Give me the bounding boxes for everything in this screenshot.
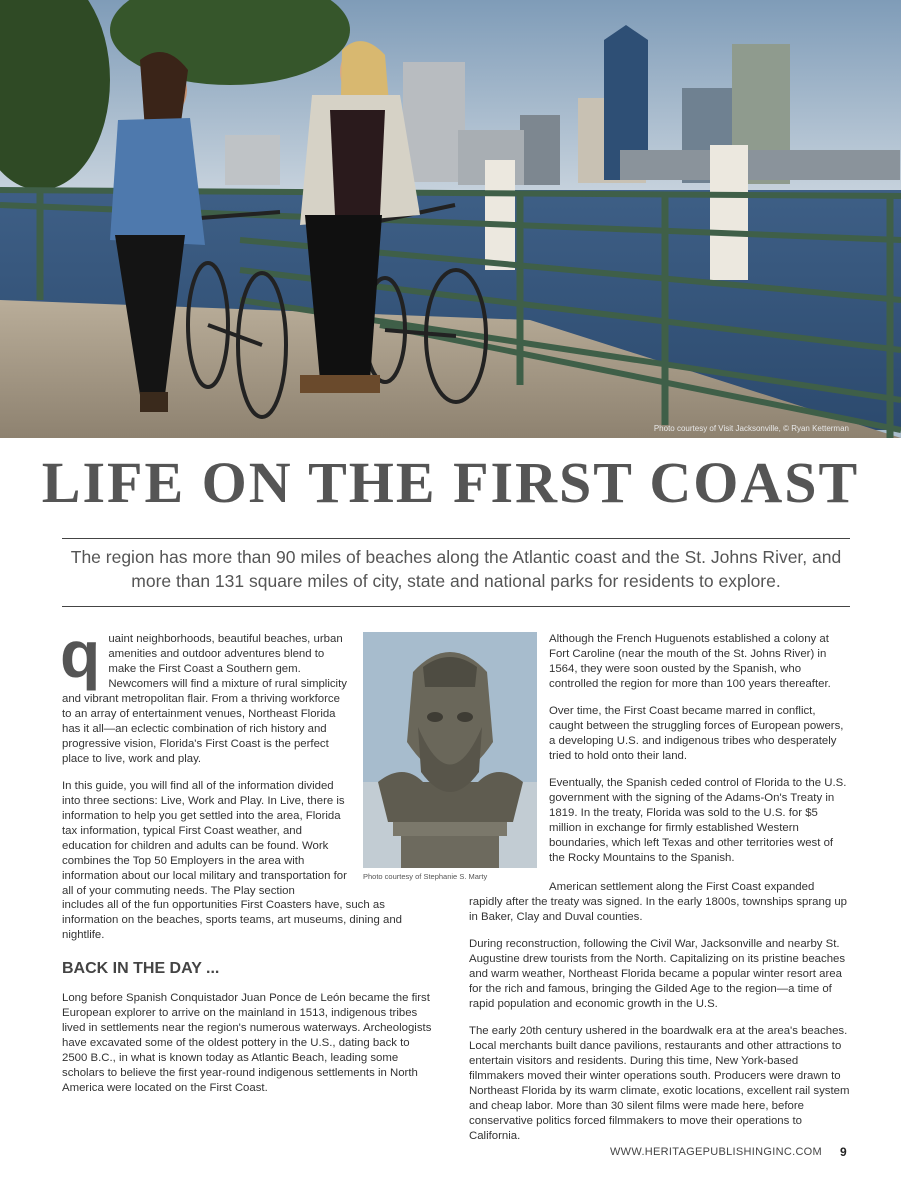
hero-photo-credit: Photo courtesy of Visit Jacksonville, © Ryan Ketterman bbox=[653, 424, 849, 433]
intro-paragraph bbox=[60, 617, 352, 767]
settlement-paragraph: rapidly after the treaty was signed. In the early 1800s, townships sprang up in Baker, Clay and Duval counties. bbox=[469, 896, 848, 923]
conflict-paragraph: Over time, the First Coast became marred in conflict, caught between the struggling forces of European powers, a developing U.S. and indigenous tribes who desperately tried to hold onto their land. bbox=[549, 705, 844, 762]
boardwalk-paragraph: The early 20th century ushered in the boardwalk era at the area's beaches. Local merchants built dance pavilions, restaurants and other attractions to entertain visitors and residents. During this time, New York-based filmmakers moved their winter operations south. Producers were drawn to Northeast Florida by its warm climate, exotic locations, excellent rail system and cheap labor. More than 30 silent films were made here, before conservative politics forced filmmakers to move their operations to California. bbox=[469, 1025, 850, 1142]
guide-paragraph: In this guide, you will find all of the information divided into three sections: Live, Work and Play. In Live, there is information to help you get settled into the area, Florida tax information, typical First Coast weather, and education for children and adults can be found. Work combines the Top 50 Employers in the area with information about our local military and transportation for all of your commuting needs. The Play section bbox=[62, 780, 347, 897]
right-column bbox=[549, 632, 849, 878]
page-title: LIFE ON THE FIRST COAST bbox=[41, 450, 860, 515]
statue-photo-credit: Photo courtesy of Stephanie S. Marty bbox=[363, 872, 488, 881]
dropcap: q bbox=[60, 617, 101, 691]
left-column-wide bbox=[62, 898, 432, 955]
page-subtitle: The region has more than 90 miles of beaches along the Atlantic coast and the St. Johns River, and more than 131 square miles of city, state and national parks for residents to explore. bbox=[70, 547, 842, 591]
treaty-paragraph: Eventually, the Spanish ceded control of Florida to the U.S. government with the signing of the Adams-On's Treaty in 1819. In the treaty, Florida was sold to the U.S. for $5 million in exchange for firmly established Western boundaries, which left Texas and other territories west of the Rocky Mountains to the Spanish. bbox=[549, 777, 847, 864]
history-paragraph: Long before Spanish Conquistador Juan Ponce de León became the first European explorer to arrive on the mainland in 1513, indigenous tribes lived in settlements near the region's numerous waterways. Archeologists have excavated some of the oldest pottery in the U.S., dating back to 2500 B.C., in what is known today as Atlantic Beach, leading some scholars to believe the first year-round indigenous settlements in North America were located on the First Coast. bbox=[62, 992, 432, 1094]
settlement-start bbox=[549, 880, 849, 895]
subtitle-rule bbox=[62, 606, 850, 607]
statue-illustration bbox=[363, 632, 537, 868]
guide-paragraph-cont: includes all of the fun opportunities First Coasters have, such as information on the beaches, sports teams, art museums, dining and nightlife. bbox=[62, 899, 403, 941]
page-number: 9 bbox=[840, 1145, 847, 1159]
reconstruction-paragraph: During reconstruction, following the Civil War, Jacksonville and nearby St. Augustine drew tourists from the North. Capitalizing on its pristine beaches and warm weather, Northeast Florida became a popular winter resort area for the rich and famous, bringing the Gilded Age to the region—a time of rapid population and economic growth in the U.S. bbox=[469, 938, 846, 1010]
section-heading: BACK IN THE DAY ... bbox=[62, 960, 220, 977]
title-rule bbox=[62, 538, 850, 539]
hero-illustration bbox=[0, 0, 901, 438]
settlement-text-start: American settlement along the First Coast expanded bbox=[549, 881, 815, 893]
huguenots-paragraph: Although the French Huguenots established a colony at Fort Caroline (near the mouth of the St. Johns River) in 1564, they were soon ousted by the Spanish, who controlled the region for more than 100 years thereafter. bbox=[549, 633, 831, 690]
right-column-wide bbox=[469, 895, 851, 1156]
footer-url[interactable]: WWW.HERITAGEPUBLISHINGINC.COM bbox=[610, 1146, 823, 1158]
left-column bbox=[60, 617, 352, 899]
hero-photo bbox=[0, 0, 901, 438]
intro-text: uaint neighborhoods, beautiful beaches, urban amenities and outdoor adventures blend to make the First Coast a Southern gem. Newcomers will find a mixture of rural simplicity and vibrant metropolitan flair. From a thriving workforce to an array of entertainment venues, Northeast Florida has it all—an eclectic combination of rich history and progressive vision, Florida's First Coast is the perfect place to live, work and play. bbox=[62, 633, 347, 765]
statue-photo bbox=[363, 632, 537, 868]
history-column bbox=[62, 991, 432, 1108]
